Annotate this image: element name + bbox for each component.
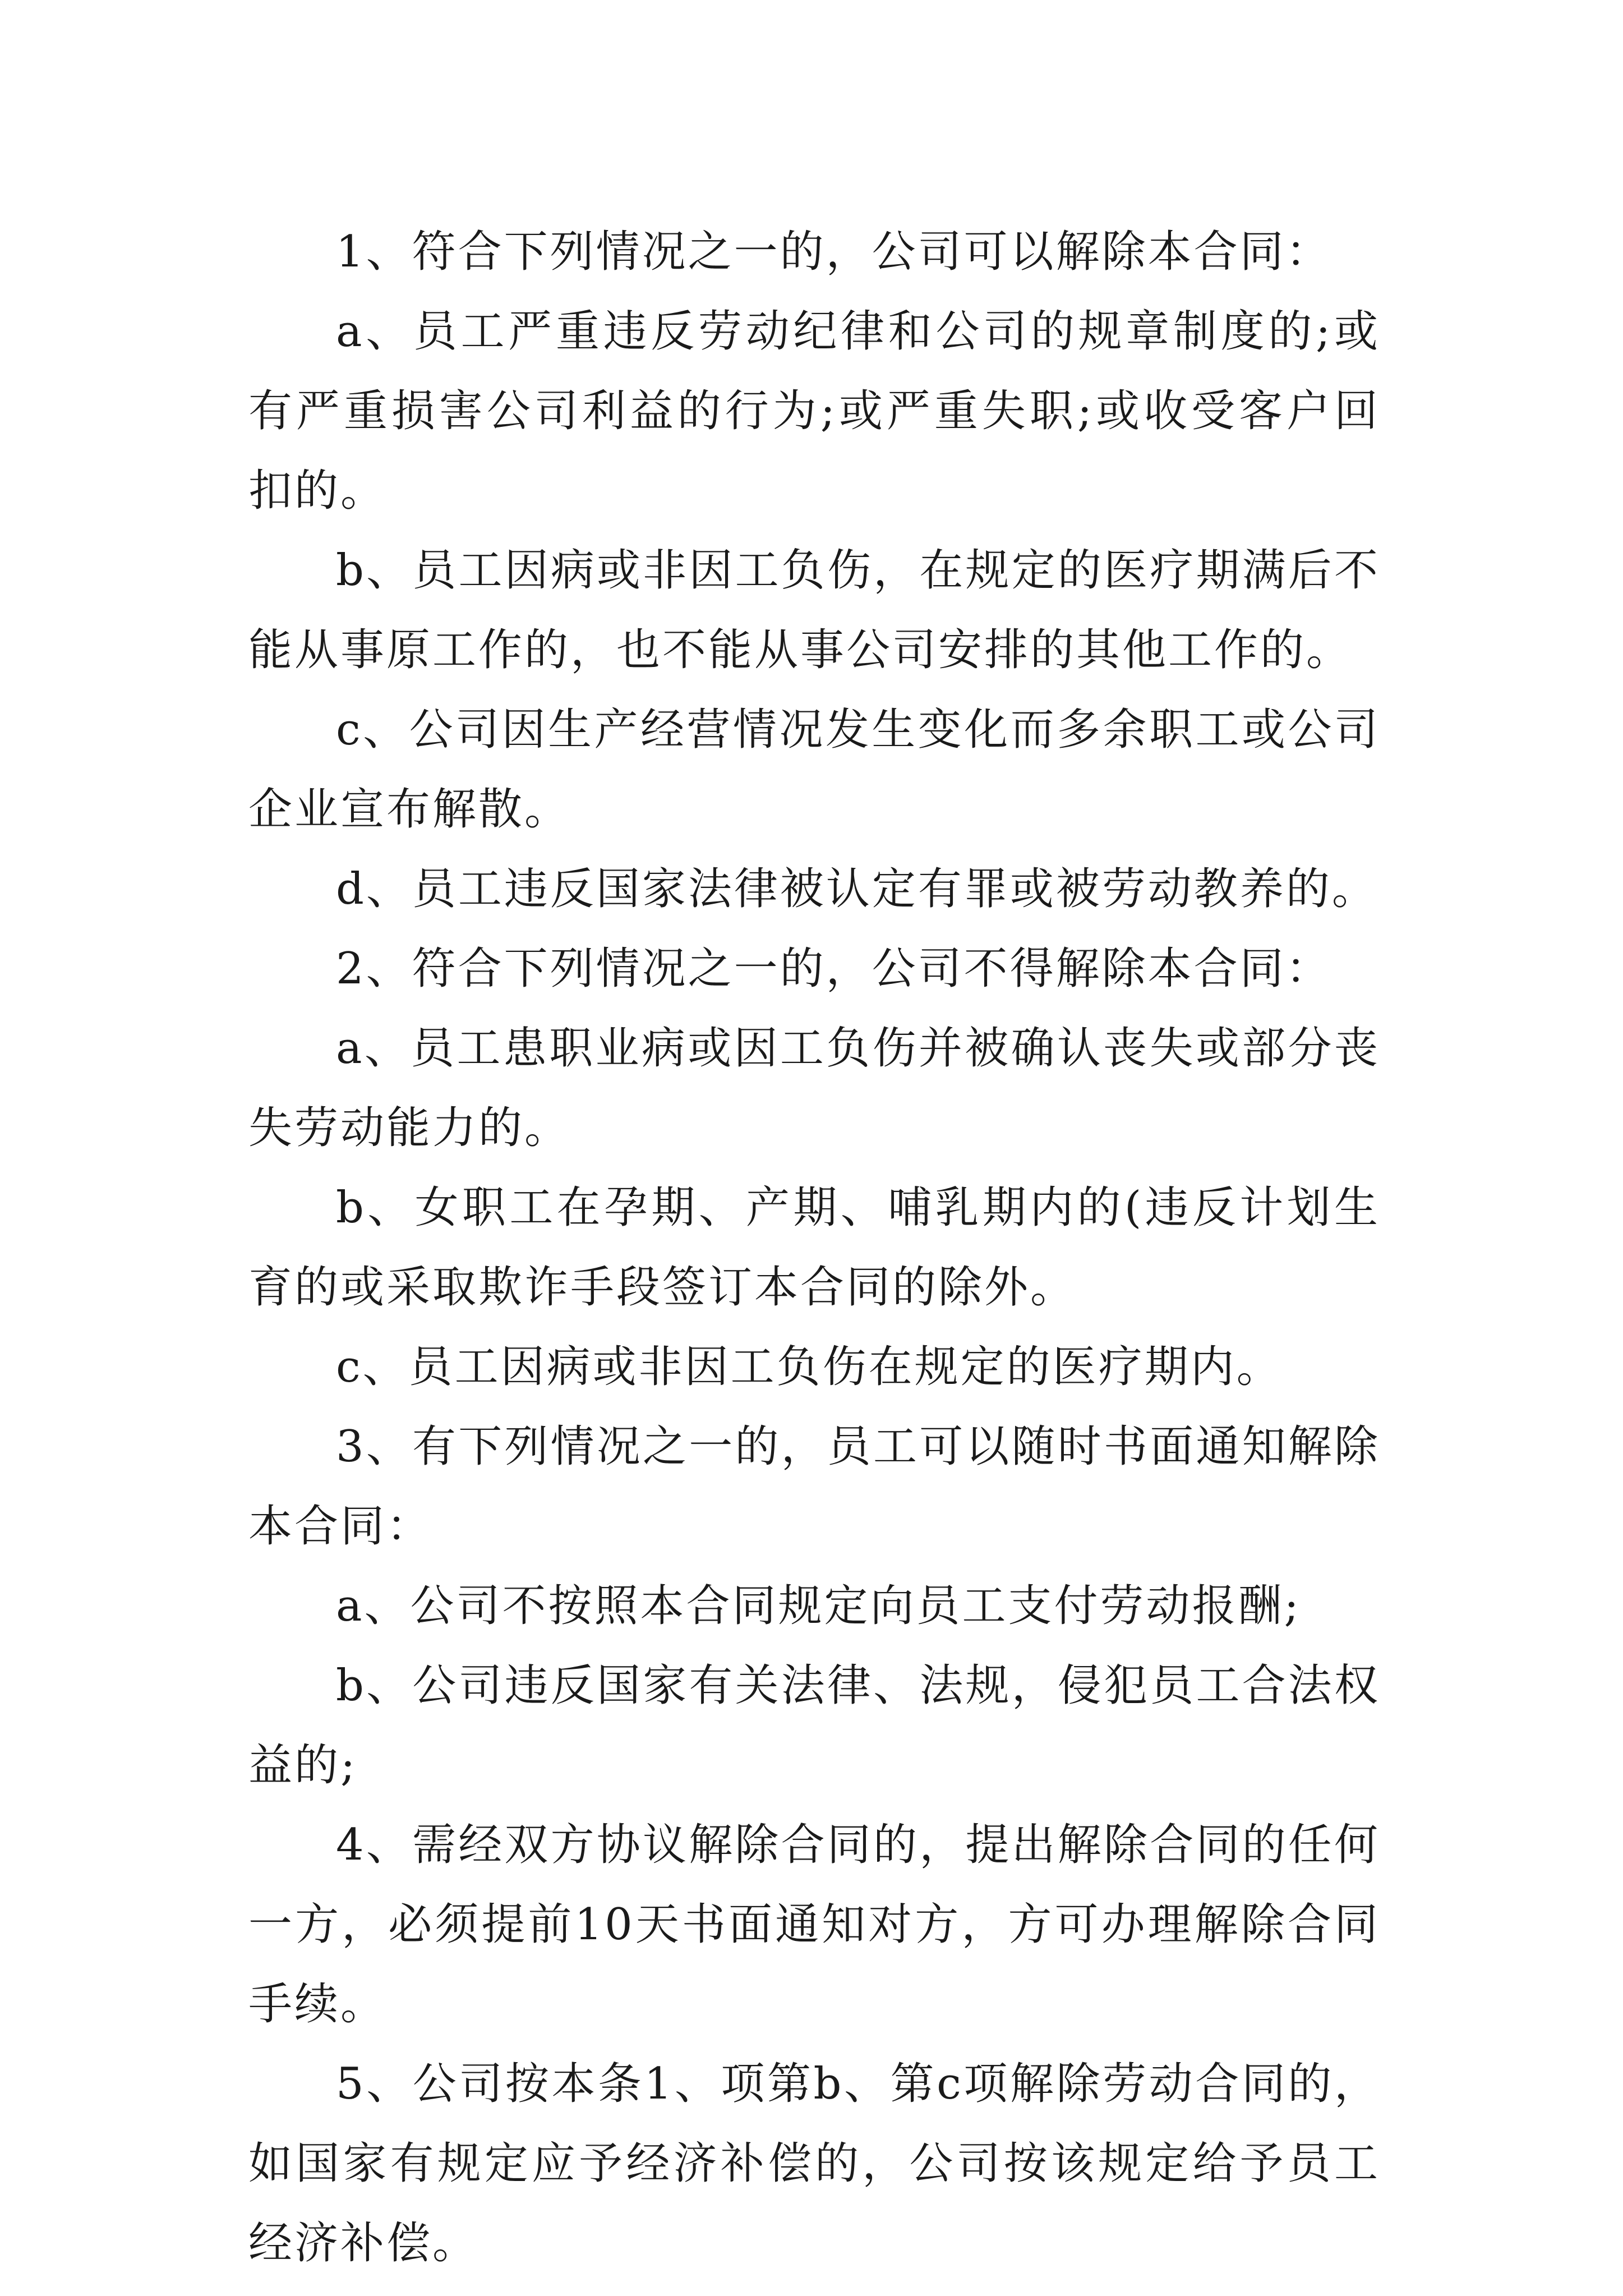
paragraph-clause-1a: a、员工严重违反劳动纪律和公司的规章制度的;或有严重损害公司利益的行为;或严重失职;或收受客户回扣的。 (248, 306, 1380, 516)
paragraph-clause-3b: b、公司违反国家有关法律、法规，侵犯员工合法权益的; (248, 1660, 1380, 1791)
paragraph-clause-5: 5、公司按本条1、项第b、第c项解除劳动合同的，如国家有规定应予经济补偿的，公司按该规定给予员工经济补偿。 (248, 2059, 1380, 2269)
paragraph-clause-2a: a、员工患职业病或因工负伤并被确认丧失或部分丧失劳动能力的。 (248, 1023, 1380, 1153)
paragraph-clause-1b: b、员工因病或非因工负伤，在规定的医疗期满后不能从事原工作的，也不能从事公司安排的其他工作的。 (248, 545, 1380, 675)
paragraph-clause-3: 3、有下列情况之一的，员工可以随时书面通知解除本合同： (248, 1421, 1380, 1552)
document-body (248, 212, 1380, 2283)
paragraph-clause-1d: d、员工违反国家法律被认定有罪或被劳动教养的。 (336, 864, 1378, 914)
paragraph-clause-3a: a、公司不按照本合同规定向员工支付劳动报酬; (336, 1581, 1301, 1631)
paragraph-clause-1c: c、公司因生产经营情况发生变化而多余职工或公司企业宣布解散。 (248, 705, 1380, 835)
paragraph-clause-4: 4、需经双方协议解除合同的，提出解除合同的任何一方，必须提前10天书面通知对方，方可办理解除合同手续。 (248, 1820, 1380, 2030)
paragraph-clause-2c: c、员工因病或非因工负伤在规定的医疗期内。 (336, 1342, 1283, 1392)
paragraph-clause-1: 1、符合下列情况之一的，公司可以解除本合同： (336, 227, 1332, 277)
paragraph-clause-2: 2、符合下列情况之一的，公司不得解除本合同： (336, 944, 1332, 994)
paragraph-clause-2b: b、女职工在孕期、产期、哺乳期内的(违反计划生育的或采取欺诈手段签订本合同的除外。 (248, 1182, 1380, 1313)
